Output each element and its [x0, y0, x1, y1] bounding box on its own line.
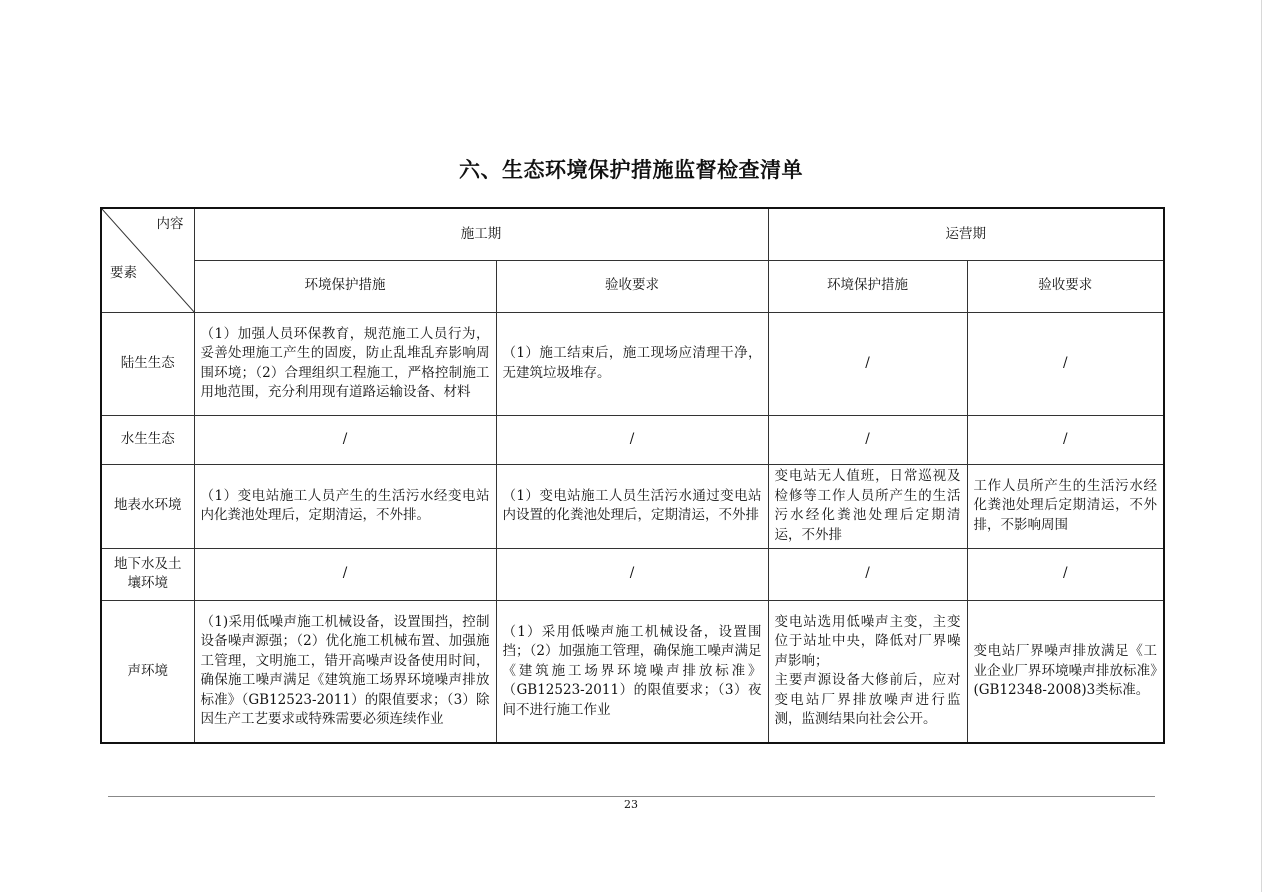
construction-measure-cell: /: [194, 548, 496, 600]
operation-acceptance-cell: 变电站厂界噪声排放满足《工业企业厂界环境噪声排放标准》(GB12348-2008)3类标准。: [967, 600, 1164, 743]
table-row: [101, 600, 1164, 743]
construction-acceptance-cell: /: [496, 548, 768, 600]
header-operation-acceptance: 验收要求: [967, 260, 1164, 312]
supervision-checklist-table: [100, 207, 1165, 744]
row-element-label: 陆生生态: [101, 312, 194, 415]
construction-acceptance-cell: （1）变电站施工人员生活污水通过变电站内设置的化粪池处理后，定期清运，不外排: [496, 464, 768, 548]
header-row-2: [101, 260, 1164, 312]
row-element-label: 地下水及土壤环境: [101, 548, 194, 600]
construction-measure-cell: （1）加强人员环保教育，规范施工人员行为，妥善处理施工产生的固废，防止乱堆乱弃影响周围环境；（2）合理组织工程施工，严格控制施工用地范围，充分利用现有道路运输设备、材料: [194, 312, 496, 415]
page-number: 23: [624, 798, 638, 811]
operation-acceptance-cell: 工作人员所产生的生活污水经化粪池处理后定期清运，不外排，不影响周围: [967, 464, 1164, 548]
construction-acceptance-cell: （1）施工结束后，施工现场应清理干净，无建筑垃圾堆存。: [496, 312, 768, 415]
operation-acceptance-cell: /: [967, 548, 1164, 600]
page-title: 六、生态环境保护措施监督检查清单: [459, 158, 803, 182]
operation-acceptance-cell: /: [967, 312, 1164, 415]
corner-label-content: 内容: [156, 216, 184, 232]
header-construction-measures: 环境保护措施: [194, 260, 496, 312]
table-row: [101, 548, 1164, 600]
construction-measure-cell: （1)采用低噪声施工机械设备，设置围挡，控制设备噪声源强；（2）优化施工机械布置、加强施工管理，文明施工，错开高噪声设备使用时间，确保施工噪声满足《建筑施工场界环境噪声排放标准》（GB12523-2011）的限值要求；（3）除因生产工艺要求或特殊需要必须连续作业: [194, 600, 496, 743]
operation-measure-cell: 变电站选用低噪声主变，主变位于站址中央，降低对厂界噪声影响； 主要声源设备大修前后，应对变电站厂界排放噪声进行监测，监测结果向社会公开。: [768, 600, 967, 743]
header-corner-cell: [101, 208, 194, 312]
footer-divider: [108, 796, 1155, 797]
corner-label-element: 要素: [110, 265, 137, 281]
header-row-1: [101, 208, 1164, 260]
table-row: [101, 312, 1164, 415]
header-operation-measures: 环境保护措施: [768, 260, 967, 312]
row-element-label: 声环境: [101, 600, 194, 743]
operation-measure-cell: /: [768, 312, 967, 415]
header-construction-acceptance: 验收要求: [496, 260, 768, 312]
table-row: [101, 464, 1164, 548]
operation-measure-cell: /: [768, 548, 967, 600]
construction-acceptance-cell: （1）采用低噪声施工机械设备，设置围挡；（2）加强施工管理，确保施工噪声满足《建筑施工场界环境噪声排放标准》（GB12523-2011）的限值要求；（3）夜间不进行施工作业: [496, 600, 768, 743]
construction-measure-cell: （1）变电站施工人员产生的生活污水经变电站内化粪池处理后，定期清运，不外排。: [194, 464, 496, 548]
header-operation-period: 运营期: [768, 208, 1164, 260]
construction-measure-cell: /: [194, 415, 496, 464]
row-element-label: 地表水环境: [101, 464, 194, 548]
header-construction-period: 施工期: [194, 208, 768, 260]
operation-acceptance-cell: /: [967, 415, 1164, 464]
table-row: [101, 415, 1164, 464]
operation-measure-cell: /: [768, 415, 967, 464]
row-element-label: 水生生态: [101, 415, 194, 464]
construction-acceptance-cell: /: [496, 415, 768, 464]
operation-measure-cell: 变电站无人值班，日常巡视及检修等工作人员所产生的生活污水经化粪池处理后定期清运，不外排: [768, 464, 967, 548]
